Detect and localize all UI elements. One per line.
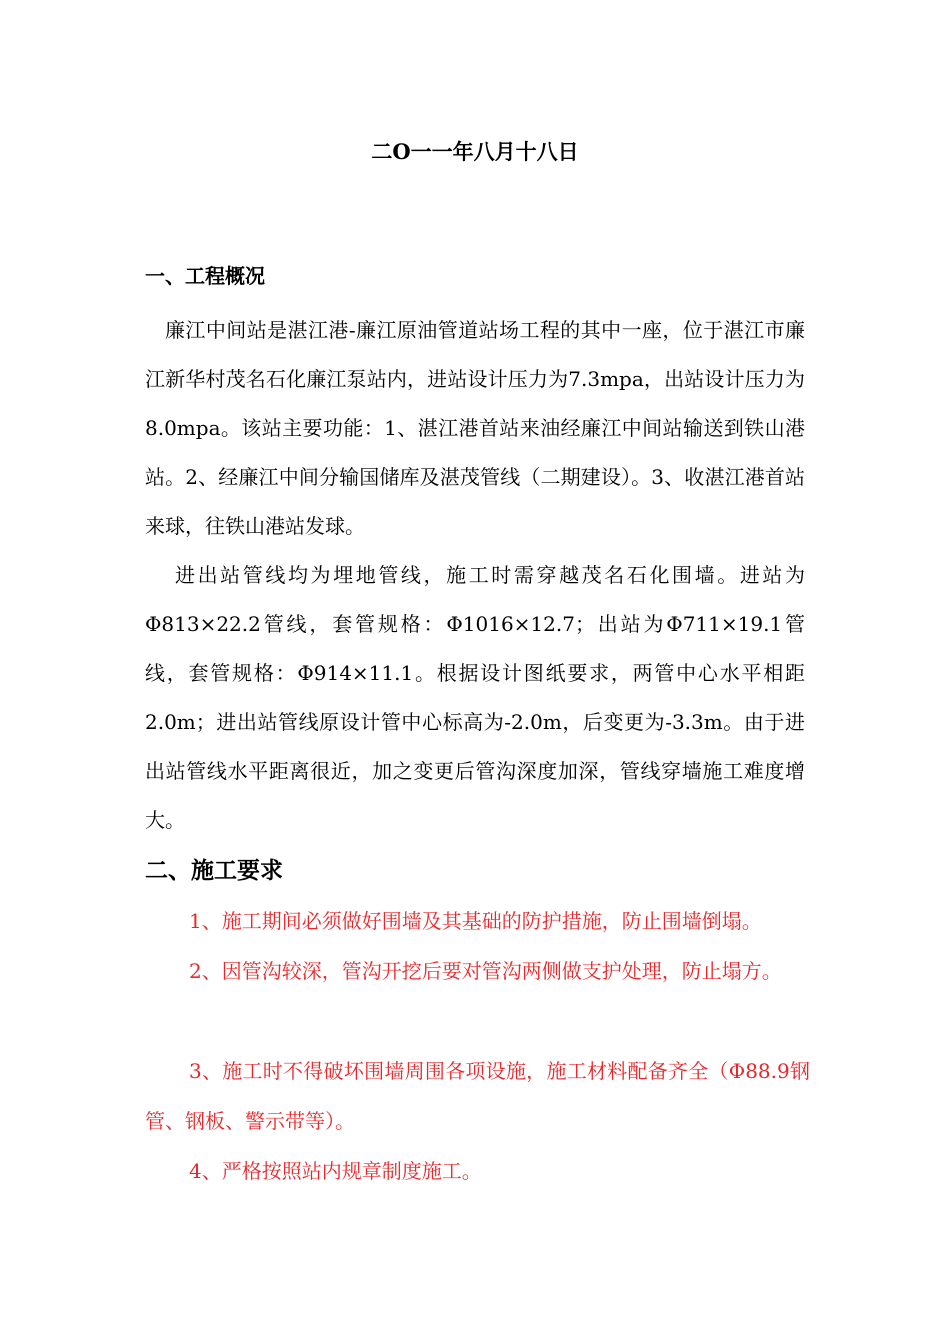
requirement-item: 1、施工期间必须做好围墙及其基础的防护措施，防止围墙倒塌。 xyxy=(189,909,762,933)
section-heading-requirements: 二、施工要求 xyxy=(145,858,283,884)
overview-paragraph-1: 廉江中间站是湛江港-廉江原油管道站场工程的其中一座，位于湛江市廉江新华村茂名石化廉江泵站内，进站设计压力为7.3mpa，出站设计压力为8.0mpa。该站主要功能：1、湛江港首站来油经廉江中间站输送到铁山港站。2、经廉江中间分输国储库及湛茂管线（二期建设）。3、收湛江港首站来球，往铁山港站发球。 xyxy=(145,318,805,538)
overview-paragraph-2: 进出站管线均为埋地管线，施工时需穿越茂名石化围墙。进站为Φ813×22.2管线，套管规格：Φ1016×12.7；出站为Φ711×19.1管线，套管规格：Φ914×11.1。根据设计图纸要求，两管中心水平相距2.0m；进出站管线原设计管中心标高为-2.0m，后变更为-3.3m。由于进出站管线水平距离很近，加之变更后管沟深度加深，管线穿墙施工难度增大。 xyxy=(145,563,805,832)
document-date: 二O一一年八月十八日 xyxy=(371,139,579,164)
section-heading-overview: 一、工程概况 xyxy=(145,264,265,288)
requirement-item: 3、施工时不得破坏围墙周围各项设施，施工材料配备齐全（Φ88.9钢管、钢板、警示带等）。 xyxy=(145,1059,810,1133)
requirement-item: 2、因管沟较深，管沟开挖后要对管沟两侧做支护处理，防止塌方。 xyxy=(189,959,782,983)
requirement-item: 4、严格按照站内规章制度施工。 xyxy=(189,1159,482,1183)
